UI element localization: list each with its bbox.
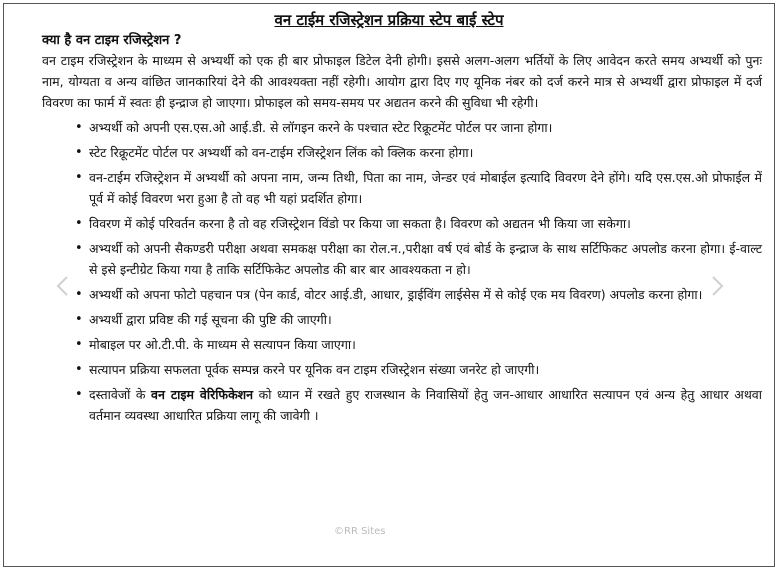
bullet: •: [75, 170, 83, 185]
list-item: [4, 334, 762, 355]
document-frame: [3, 3, 775, 567]
bullet: •: [75, 312, 83, 327]
list-item: [4, 142, 762, 163]
list-item: [4, 309, 762, 330]
chevron-right-icon[interactable]: [711, 275, 731, 295]
list-item: [4, 213, 762, 234]
chevron-left-icon[interactable]: [55, 275, 75, 295]
bullet: •: [75, 337, 83, 352]
steps-list: [4, 117, 762, 426]
list-item: [4, 384, 762, 426]
page-title: वन टाईम रजिस्ट्रेशन प्रक्रिया स्टेप बाई स्टेप: [274, 11, 504, 29]
list-item: [4, 359, 762, 380]
list-item-text-bold: वन टाइम वेरिफिकेशन: [151, 387, 254, 402]
section-heading: क्या है वन टाइम रजिस्ट्रेशन ?: [42, 33, 182, 48]
list-item: [4, 117, 762, 138]
list-item-text: अभ्यर्थी द्वारा प्रविष्ट की गई सूचना की पुष्टि की जाएगी।: [89, 312, 332, 327]
list-item: [4, 167, 762, 209]
intro-paragraph: वन टाइम रजिस्ट्रेशन के माध्यम से अभ्यर्थी को एक ही बार प्रोफाइल डिटेल देनी होगी। इससे अलग-अलग भर्तियों के लिए आवेदन करते समय अभ्यर्थी को पुनः नाम, योग्यता व अन्य वांछित जानकारियां देने की आवश्यक्ता नहीं रहेगी। आयोग द्वारा दिए गए यूनिक नंबर को दर्ज करने मात्र से अभ्यर्थी द्वारा प्रोफाइल में दर्ज विवरण का फार्म में स्वतः ही इन्द्राज हो जाएगा। प्रोफाइल को समय-समय पर अद्यतन करने की सुविधा भी रहेगी।: [42, 53, 762, 110]
list-item-text: सत्यापन प्रक्रिया सफलता पूर्वक सम्पन्न करने पर यूनिक वन टाइम रजिस्ट्रेशन संख्या जनरेट हो जाएगी।: [89, 362, 540, 377]
list-item-text-after: को ध्यान में रखते हुए राजस्थान के निवासियों हेतु जन-आधार आधारित सत्यापन एवं अन्य हेतु आधार अथवा वर्तमान व्यवस्था आधारित प्रक्रिया लागू की जावेगी ।: [89, 387, 762, 423]
list-item-text: स्टेट रिक्रूटमेंट पोर्टल पर अभ्यर्थी को वन-टाईम रजिस्ट्रेशन लिंक को क्लिक करना होगा।: [89, 145, 474, 160]
list-item-text-before: दस्तावेजों के: [89, 387, 152, 402]
watermark: ©RR Sites: [334, 526, 386, 537]
bullet: •: [75, 145, 83, 160]
list-item-text: वन-टाईम रजिस्ट्रेशन में अभ्यर्थी को अपना नाम, जन्म तिथी, पिता का नाम, जेन्डर एवं मोबाईल इत्यादि विवरण देने होंगे। यदि एस.एस.ओ प्रोफाईल में पूर्व में कोई विवरण भरा हुआ है तो वह भी यहां प्रदर्शित होगा।: [89, 170, 762, 206]
list-item-text: विवरण में कोई परिवर्तन करना है तो वह रजिस्ट्रेशन विंडो पर किया जा सकता है। विवरण को अद्यतन भी किया जा सकेगा।: [89, 216, 631, 231]
list-item: [4, 238, 762, 280]
bullet: •: [75, 120, 83, 135]
bullet: •: [75, 287, 83, 302]
list-item-text: अभ्यर्थी को अपनी एस.एस.ओ आई.डी. से लॉगइन करने के पश्चात स्टेट रिक्रूटमेंट पोर्टल पर जाना होगा।: [89, 120, 553, 135]
list-item: [4, 284, 762, 305]
bullet: •: [75, 241, 83, 256]
bullet: •: [75, 387, 83, 402]
bullet: •: [75, 362, 83, 377]
bullet: •: [75, 216, 83, 231]
list-item-text: मोबाइल पर ओ.टी.पी. के माध्यम से सत्यापन किया जाएगा।: [89, 337, 356, 352]
list-item-text: अभ्यर्थी को अपना फोटो पहचान पत्र (पेन कार्ड, वोटर आई.डी, आधार, ड्राईविंग लाईसेस में से कोई एक मय विवरण) अपलोड करना होगा।: [89, 287, 703, 302]
list-item-text: अभ्यर्थी को अपनी सैकण्डरी परीक्षा अथवा समकक्ष परीक्षा का रोल.न.,परीक्षा वर्ष एवं बोर्ड के इन्द्राज के साथ सर्टिफिकट अपलोड करना होगा। ई-वाल्ट से इसे इन्टीग्रेट किया गया है ताकि सर्टिफिकेट अपलोड की बार बार आवश्यकता न हो।: [89, 241, 762, 277]
